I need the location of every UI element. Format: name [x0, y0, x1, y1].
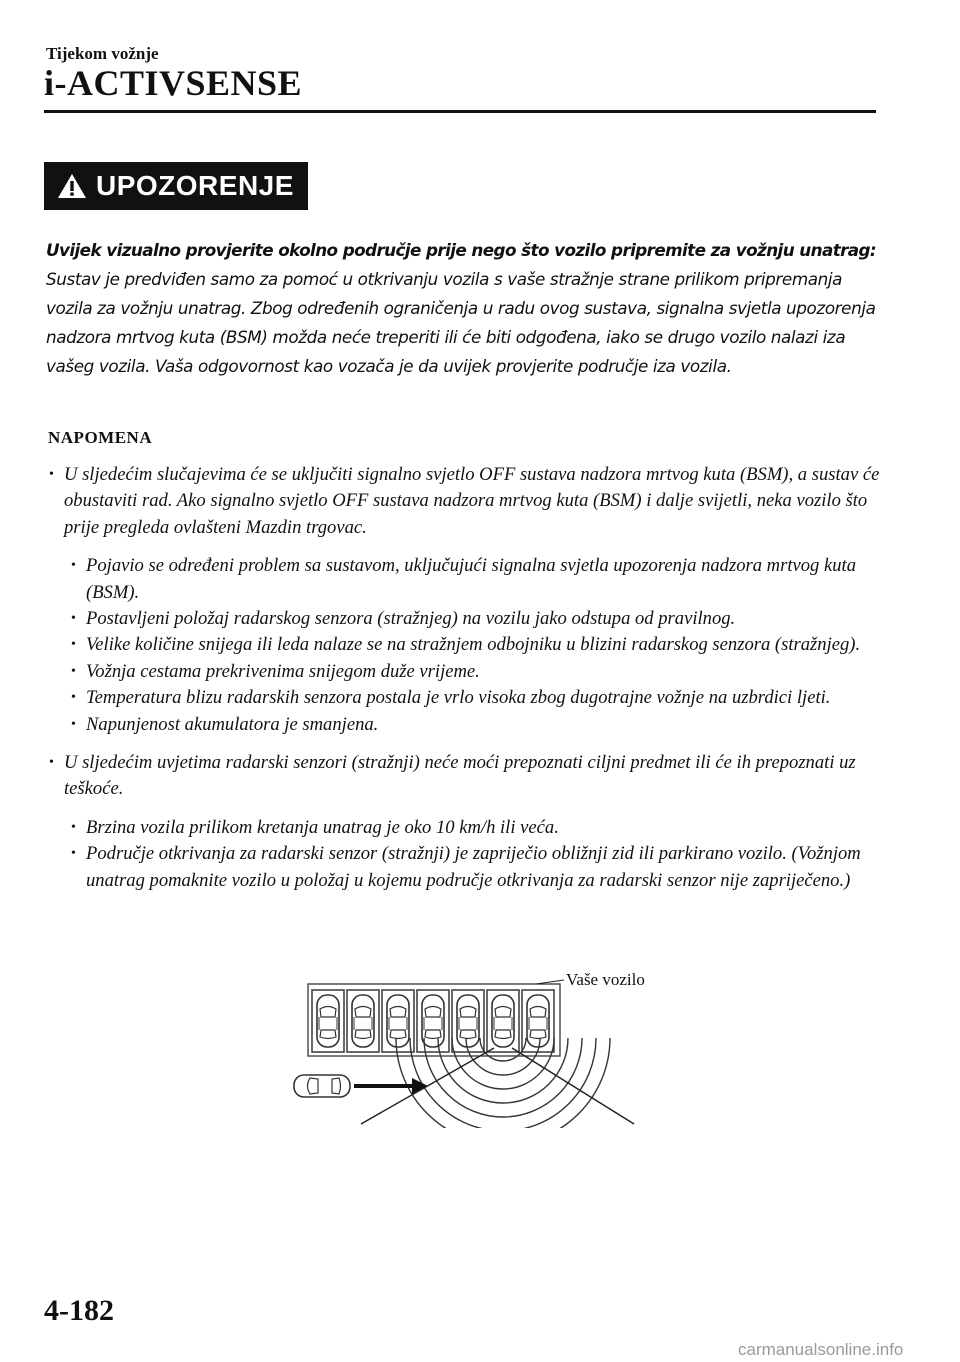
note-subitem: • Brzina vozila prilikom kretanja unatrag je oko 10 km/h ili veća.: [70, 815, 882, 841]
warning-badge: [44, 162, 308, 210]
note-subitem: • Velike količine snijega ili leda nalaze se na stražnjem odbojniku u blizini radarskog senzora (stražnjeg).: [70, 632, 882, 658]
note-item: • U sljedećim uvjetima radarski senzori (stražnji) neće moći prepoznati ciljni predmet ili će ih prepoznati uz teškoće.: [46, 750, 882, 803]
note-heading: NAPOMENA: [48, 428, 153, 447]
chapter-title: Tijekom vožnje: [46, 44, 159, 63]
note-list: [46, 462, 882, 906]
watermark: carmanualsonline.info: [738, 1340, 904, 1359]
warning-text: [46, 236, 882, 381]
note-subitem: • Područje otkrivanja za radarski senzor (stražnji) je zapriječio obližnji zid ili parkirano vozilo. (Vožnjom unatrag pomaknite vozilo u položaj u kojemu područje otkrivanja za radarski senzor nije zapriječeno.): [70, 841, 882, 894]
note-subitem: • Napunjenost akumulatora je smanjena.: [70, 712, 882, 738]
section-title: i-ACTIVSENSE: [44, 63, 303, 103]
note-subitem: • Postavljeni položaj radarskog senzora (stražnjeg) na vozilu jako odstupa od pravilnog.: [70, 606, 882, 632]
parking-diagram: [288, 968, 668, 1128]
note-subitem: • Pojavio se određeni problem sa sustavom, uključujući signalna svjetla upozorenja nadzora mrtvog kuta (BSM).: [70, 553, 882, 606]
note-item: • U sljedećim slučajevima će se uključiti signalno svjetlo OFF sustava nadzora mrtvog kuta (BSM), a sustav će obustaviti rad. Ako signalno svjetlo OFF sustava nadzora mrtvog kuta (BSM) i dalje svijetli, neka vozilo što prije pregleda ovlašteni Mazdin trgovac.: [46, 462, 882, 541]
warning-lead: Uvijek vizualno provjerite okolno područje prije nego što vozilo pripremite za vožnju unatrag:: [46, 240, 877, 260]
note-sublist: [46, 553, 882, 738]
page-number: 4-182: [44, 1294, 114, 1327]
note-subitem: • Vožnja cestama prekrivenima snijegom duže vrijeme.: [70, 659, 882, 685]
note-subitem: • Temperatura blizu radarskih senzora postala je vrlo visoka zbog dugotrajne vožnje na uzbrdici ljeti.: [70, 685, 882, 711]
header-rule: [44, 110, 876, 113]
note-sublist: [46, 815, 882, 894]
warning-label: UPOZORENJE: [96, 170, 294, 201]
warning-triangle-icon: [56, 172, 88, 200]
figure-label: Vaše vozilo: [566, 970, 645, 989]
warning-body: Sustav je predviđen samo za pomoć u otkrivanju vozila s vaše stražnje strane prilikom pripremanja vozila za vožnju unatrag. Zbog određenih ograničenja u radu ovog sustava, signalna svjetla upozorenja nadzora mrtvog kuta (BSM) možda neće treperiti ili će biti odgođena, iako se drugo vozilo nalazi iza vašeg vozila. Vaša odgovornost kao vozača je da uvijek provjerite područje iza vozila.: [46, 269, 876, 376]
parking-diagram-drawing: [288, 968, 668, 1128]
